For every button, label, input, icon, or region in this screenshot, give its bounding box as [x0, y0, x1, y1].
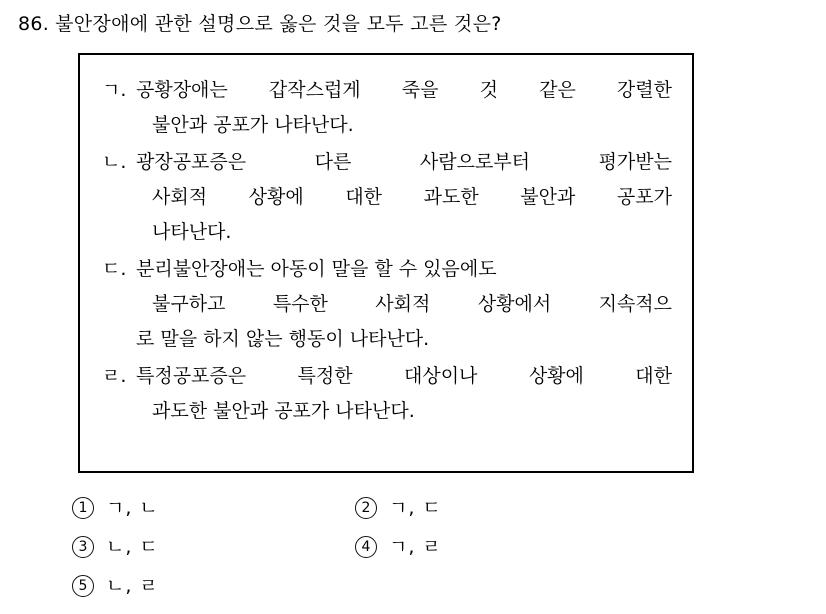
- choice-option-5[interactable]: [72, 573, 355, 599]
- choice-option-4[interactable]: [355, 534, 638, 560]
- statement-line: 분리불안장애는 아동이 말을 할 수 있음에도: [136, 258, 497, 280]
- statement-line: 불안과 공포가 나타난다.: [152, 114, 354, 136]
- choice-row-spacer: [355, 573, 638, 599]
- question-heading: [18, 10, 502, 38]
- statement-line: 특정공포증은 특정한 대상이나 상황에 대한: [136, 365, 672, 387]
- statement-line: 공황장애는 갑작스럽게 죽을 것 같은 강렬한: [136, 79, 672, 101]
- statement-list: [80, 55, 692, 441]
- choice-label-1: ㄱ, ㄴ: [106, 497, 159, 519]
- statement-label: ㄴ.: [102, 151, 127, 173]
- choice-option-1[interactable]: [72, 495, 355, 521]
- choice-number-3: 3: [72, 536, 94, 558]
- statement-item: [102, 145, 672, 250]
- statement-label: ㄹ.: [102, 365, 127, 387]
- statement-label: ㄱ.: [102, 79, 127, 101]
- choice-label-5: ㄴ, ㄹ: [106, 575, 159, 597]
- choice-number-2: 2: [355, 497, 377, 519]
- statement-label: ㄷ.: [102, 258, 127, 280]
- choice-row: [72, 573, 672, 599]
- choice-label-4: ㄱ, ㄹ: [389, 536, 442, 558]
- choice-option-2[interactable]: [355, 495, 638, 521]
- statement-line: 로 말을 하지 않는 행동이 나타난다.: [136, 328, 430, 350]
- statement-line: 불구하고 특수한 사회적 상황에서 지속적으: [152, 293, 672, 315]
- statement-body: [136, 359, 672, 429]
- statement-line: 사회적 상황에 대한 과도한 불안과 공포가: [152, 186, 672, 208]
- statement-body: [136, 145, 672, 250]
- answer-choices: [72, 495, 672, 612]
- statement-item: [102, 252, 672, 357]
- statement-item: [102, 73, 672, 143]
- statement-line: 나타난다.: [152, 221, 232, 243]
- choice-row: [72, 534, 672, 560]
- statement-body: [136, 252, 672, 357]
- choice-label-3: ㄴ, ㄷ: [106, 536, 159, 558]
- statement-box: [78, 53, 694, 473]
- statement-item: [102, 359, 672, 429]
- choice-option-3[interactable]: [72, 534, 355, 560]
- choice-number-1: 1: [72, 497, 94, 519]
- question-text: 불안장애에 관한 설명으로 옳은 것을 모두 고른 것은?: [55, 13, 502, 35]
- question-number: 86.: [18, 13, 50, 35]
- statement-line: 과도한 불안과 공포가 나타난다.: [152, 400, 415, 422]
- choice-label-2: ㄱ, ㄷ: [389, 497, 442, 519]
- choice-row: [72, 495, 672, 521]
- choice-number-4: 4: [355, 536, 377, 558]
- statement-body: [136, 73, 672, 143]
- choice-number-5: 5: [72, 575, 94, 597]
- statement-line: 광장공포증은 다른 사람으로부터 평가받는: [136, 151, 672, 173]
